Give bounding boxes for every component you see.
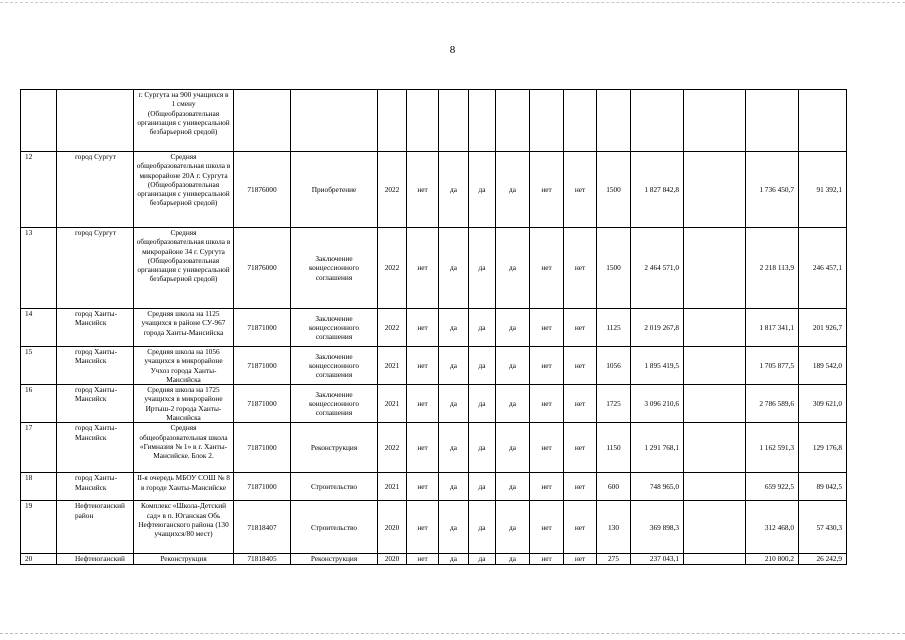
- regional-share-cell: [799, 90, 847, 152]
- criterion-2-cell: да: [439, 309, 469, 347]
- criterion-4-cell: да: [496, 501, 530, 554]
- year-cell: 2020: [378, 501, 407, 554]
- criterion-5-cell: [530, 90, 564, 152]
- criterion-6-cell: нет: [564, 423, 597, 473]
- criterion-2-cell: да: [439, 473, 469, 501]
- criterion-2-cell: [439, 90, 469, 152]
- oktmo-code-cell: 71871000: [234, 385, 291, 423]
- municipality-cell: город Ханты-Мансийск: [57, 309, 134, 347]
- year-cell: 2022: [378, 423, 407, 473]
- municipality-cell: [57, 90, 134, 152]
- object-name-cell: Комплекс «Школа-Детский сад» в п. Юганская Обь Нефтеюганского района (130 учащихся/80 мест): [134, 501, 234, 554]
- criterion-4-cell: да: [496, 347, 530, 385]
- oktmo-code-cell: 71876000: [234, 228, 291, 309]
- empty-cell-cell: [684, 385, 746, 423]
- regional-share-cell: 246 457,1: [799, 228, 847, 309]
- criterion-5-cell: нет: [530, 554, 564, 564]
- row-number-cell: 17: [21, 423, 57, 473]
- regional-share-cell: 129 176,8: [799, 423, 847, 473]
- criterion-6-cell: нет: [564, 228, 597, 309]
- criterion-4-cell: [496, 90, 530, 152]
- table-row: [21, 473, 847, 501]
- total-cost-cell: 1 827 842,8: [631, 152, 684, 228]
- year-cell: 2022: [378, 228, 407, 309]
- federal-share-cell: 1 736 450,7: [746, 152, 799, 228]
- object-name-cell: Средняя общеобразовательная школа «Гимназия № 1» в г. Ханты-Мансийске. Блок 2.: [134, 423, 234, 473]
- oktmo-code-cell: 71871000: [234, 473, 291, 501]
- row-number-cell: 19: [21, 501, 57, 554]
- table-row: [21, 90, 847, 152]
- criterion-2-cell: да: [439, 228, 469, 309]
- regional-share-cell: 189 542,0: [799, 347, 847, 385]
- federal-share-cell: 1 162 591,3: [746, 423, 799, 473]
- criterion-6-cell: [564, 90, 597, 152]
- criterion-5-cell: нет: [530, 309, 564, 347]
- municipality-cell: город Ханты-Мансийск: [57, 473, 134, 501]
- empty-cell-cell: [684, 473, 746, 501]
- criterion-4-cell: да: [496, 385, 530, 423]
- federal-share-cell: 1 705 877,5: [746, 347, 799, 385]
- criterion-5-cell: нет: [530, 423, 564, 473]
- criterion-3-cell: да: [469, 309, 496, 347]
- year-cell: 2021: [378, 473, 407, 501]
- table-row: [21, 309, 847, 347]
- criterion-1-cell: нет: [407, 501, 439, 554]
- object-name-cell: Средняя общеобразовательная школа в микрорайоне 20А г. Сургута (Общеобразовательная организация с универсальной безбарьерной средой): [134, 152, 234, 228]
- total-cost-cell: 369 898,3: [631, 501, 684, 554]
- municipality-cell: город Сургут: [57, 228, 134, 309]
- implementation-method-cell: Строительство: [291, 501, 378, 554]
- criterion-3-cell: да: [469, 347, 496, 385]
- scan-edge-top: [0, 2, 905, 3]
- table-row: [21, 152, 847, 228]
- municipality-cell: город Ханты-Мансийск: [57, 347, 134, 385]
- total-cost-cell: 237 043,1: [631, 554, 684, 564]
- empty-cell-cell: [684, 501, 746, 554]
- object-name-cell: Средняя школа на 1056 учащихся в микрорайоне Учхоз города Ханты-Мансийска: [134, 347, 234, 385]
- municipality-cell: Нефтеюганский район: [57, 501, 134, 554]
- total-cost-cell: 2 019 267,8: [631, 309, 684, 347]
- criterion-1-cell: нет: [407, 228, 439, 309]
- criterion-5-cell: нет: [530, 152, 564, 228]
- capacity-cell: 600: [597, 473, 631, 501]
- implementation-method-cell: Заключение концессионного соглашения: [291, 385, 378, 423]
- row-number-cell: 14: [21, 309, 57, 347]
- criterion-2-cell: да: [439, 501, 469, 554]
- capacity-cell: [597, 90, 631, 152]
- page-number: 8: [449, 44, 456, 56]
- criterion-3-cell: да: [469, 554, 496, 564]
- federal-share-cell: 210 800,2: [746, 554, 799, 564]
- criterion-6-cell: нет: [564, 309, 597, 347]
- object-name-cell: II-я очередь МБОУ СОШ № 8 в городе Ханты-Мансийске: [134, 473, 234, 501]
- municipality-cell: город Ханты-Мансийск: [57, 423, 134, 473]
- total-cost-cell: [631, 90, 684, 152]
- row-number-cell: 15: [21, 347, 57, 385]
- total-cost-cell: 3 096 210,6: [631, 385, 684, 423]
- empty-cell-cell: [684, 423, 746, 473]
- federal-share-cell: [746, 90, 799, 152]
- empty-cell-cell: [684, 90, 746, 152]
- row-number-cell: 16: [21, 385, 57, 423]
- criterion-2-cell: да: [439, 554, 469, 564]
- oktmo-code-cell: 71876000: [234, 152, 291, 228]
- total-cost-cell: 748 965,0: [631, 473, 684, 501]
- empty-cell-cell: [684, 309, 746, 347]
- criterion-2-cell: да: [439, 152, 469, 228]
- row-number-cell: 13: [21, 228, 57, 309]
- criterion-3-cell: да: [469, 423, 496, 473]
- criterion-5-cell: нет: [530, 385, 564, 423]
- table-row: [21, 228, 847, 309]
- regional-share-cell: 91 392,1: [799, 152, 847, 228]
- federal-share-cell: 659 922,5: [746, 473, 799, 501]
- regional-share-cell: 26 242,9: [799, 554, 847, 564]
- criterion-6-cell: нет: [564, 152, 597, 228]
- regional-share-cell: 57 430,3: [799, 501, 847, 554]
- criterion-6-cell: нет: [564, 347, 597, 385]
- year-cell: 2021: [378, 385, 407, 423]
- criterion-3-cell: [469, 90, 496, 152]
- total-cost-cell: 2 464 571,0: [631, 228, 684, 309]
- implementation-method-cell: Заключение концессионного соглашения: [291, 347, 378, 385]
- scan-edge-bottom: [0, 633, 905, 634]
- criterion-5-cell: нет: [530, 501, 564, 554]
- criterion-1-cell: нет: [407, 347, 439, 385]
- criterion-6-cell: нет: [564, 385, 597, 423]
- object-name-cell: Средняя школа на 1725 учащихся в микрорайоне Иртыш-2 города Ханты-Мансийска: [134, 385, 234, 423]
- criterion-5-cell: нет: [530, 473, 564, 501]
- municipality-cell: город Ханты-Мансийск: [57, 385, 134, 423]
- capacity-cell: 1150: [597, 423, 631, 473]
- year-cell: 2021: [378, 347, 407, 385]
- criterion-1-cell: нет: [407, 554, 439, 564]
- criterion-4-cell: да: [496, 423, 530, 473]
- criterion-3-cell: да: [469, 228, 496, 309]
- empty-cell-cell: [684, 228, 746, 309]
- criterion-1-cell: нет: [407, 152, 439, 228]
- criterion-4-cell: да: [496, 554, 530, 564]
- federal-share-cell: 1 817 341,1: [746, 309, 799, 347]
- object-name-cell: Средняя общеобразовательная школа в микрорайоне 34 г. Сургута (Общеобразовательная организация с универсальной безбарьерной средой): [134, 228, 234, 309]
- capacity-cell: 1056: [597, 347, 631, 385]
- criterion-2-cell: да: [439, 423, 469, 473]
- school-projects-table: [20, 89, 847, 565]
- criterion-3-cell: да: [469, 152, 496, 228]
- oktmo-code-cell: 71871000: [234, 347, 291, 385]
- year-cell: [378, 90, 407, 152]
- oktmo-code-cell: [234, 90, 291, 152]
- oktmo-code-cell: 71871000: [234, 309, 291, 347]
- row-number-cell: 12: [21, 152, 57, 228]
- regional-share-cell: 89 042,5: [799, 473, 847, 501]
- oktmo-code-cell: 71818405: [234, 554, 291, 564]
- object-name-cell: г. Сургута на 900 учащихся в 1 смену (Общеобразовательная организация с универсальной безбарьерной средой): [134, 90, 234, 152]
- criterion-1-cell: нет: [407, 423, 439, 473]
- empty-cell-cell: [684, 554, 746, 564]
- table-row: [21, 347, 847, 385]
- federal-share-cell: 312 468,0: [746, 501, 799, 554]
- capacity-cell: 1500: [597, 228, 631, 309]
- criterion-6-cell: нет: [564, 501, 597, 554]
- empty-cell-cell: [684, 152, 746, 228]
- row-number-cell: [21, 90, 57, 152]
- criterion-4-cell: да: [496, 228, 530, 309]
- implementation-method-cell: [291, 90, 378, 152]
- regional-share-cell: 309 621,0: [799, 385, 847, 423]
- year-cell: 2022: [378, 309, 407, 347]
- table-row: [21, 501, 847, 554]
- criterion-3-cell: да: [469, 385, 496, 423]
- implementation-method-cell: Заключение концессионного соглашения: [291, 309, 378, 347]
- criterion-2-cell: да: [439, 347, 469, 385]
- capacity-cell: 1725: [597, 385, 631, 423]
- row-number-cell: 20: [21, 554, 57, 564]
- implementation-method-cell: Заключение концессионного соглашения: [291, 228, 378, 309]
- implementation-method-cell: Приобретение: [291, 152, 378, 228]
- capacity-cell: 275: [597, 554, 631, 564]
- criterion-5-cell: нет: [530, 228, 564, 309]
- table-row: [21, 554, 847, 564]
- oktmo-code-cell: 71818407: [234, 501, 291, 554]
- municipality-cell: Нефтеюганский: [57, 554, 134, 564]
- criterion-4-cell: да: [496, 309, 530, 347]
- capacity-cell: 130: [597, 501, 631, 554]
- regional-share-cell: 201 926,7: [799, 309, 847, 347]
- year-cell: 2022: [378, 152, 407, 228]
- federal-share-cell: 2 786 589,6: [746, 385, 799, 423]
- federal-share-cell: 2 218 113,9: [746, 228, 799, 309]
- capacity-cell: 1500: [597, 152, 631, 228]
- total-cost-cell: 1 895 419,5: [631, 347, 684, 385]
- table-row: [21, 385, 847, 423]
- criterion-4-cell: да: [496, 473, 530, 501]
- municipality-cell: город Сургут: [57, 152, 134, 228]
- oktmo-code-cell: 71871000: [234, 423, 291, 473]
- implementation-method-cell: Реконструкция: [291, 423, 378, 473]
- year-cell: 2020: [378, 554, 407, 564]
- criterion-2-cell: да: [439, 385, 469, 423]
- implementation-method-cell: Строительство: [291, 473, 378, 501]
- implementation-method-cell: Реконструкция: [291, 554, 378, 564]
- criterion-6-cell: нет: [564, 473, 597, 501]
- criterion-4-cell: да: [496, 152, 530, 228]
- empty-cell-cell: [684, 347, 746, 385]
- criterion-3-cell: да: [469, 501, 496, 554]
- criterion-1-cell: нет: [407, 473, 439, 501]
- row-number-cell: 18: [21, 473, 57, 501]
- criterion-1-cell: нет: [407, 309, 439, 347]
- criterion-5-cell: нет: [530, 347, 564, 385]
- table-row: [21, 423, 847, 473]
- object-name-cell: Реконструкция: [134, 554, 234, 564]
- capacity-cell: 1125: [597, 309, 631, 347]
- object-name-cell: Средняя школа на 1125 учащихся в районе СУ-967 города Ханты-Мансийска: [134, 309, 234, 347]
- total-cost-cell: 1 291 768,1: [631, 423, 684, 473]
- criterion-1-cell: [407, 90, 439, 152]
- criterion-1-cell: нет: [407, 385, 439, 423]
- criterion-6-cell: нет: [564, 554, 597, 564]
- criterion-3-cell: да: [469, 473, 496, 501]
